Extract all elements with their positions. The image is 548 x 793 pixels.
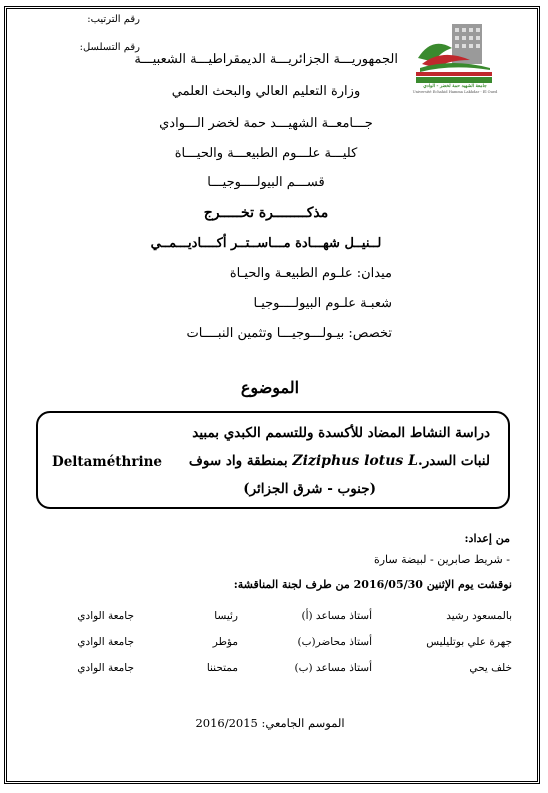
thesis-type: مذكــــــــرة تخـــــرج bbox=[203, 205, 329, 221]
prepared-by-names: - شريط صابرين - لبيضة سارة bbox=[373, 553, 510, 566]
jury-institution-3: جامعة الوادي bbox=[77, 662, 134, 674]
branch-label: شعبـة علـوم البيولــــوجيـا bbox=[253, 296, 392, 311]
jury-role-3: ممتحننا bbox=[206, 662, 238, 674]
ministry-title: وزارة التعليم العالي والبحث العلمي bbox=[171, 84, 361, 99]
prepared-by-label: من إعداد: bbox=[464, 532, 510, 545]
logo-caption-arabic: جامعة الشهيد حمة لخضر - الوادي bbox=[423, 84, 487, 89]
jury-rank-3: أستاذ مساعد (ب) bbox=[294, 662, 372, 674]
logo-caption-french: Université Echahid Hamma Lakhdar - El Oued bbox=[412, 90, 498, 94]
jury-institution-2: جامعة الوادي bbox=[77, 636, 134, 648]
subject-scientific-name: Ziziphus lotus L bbox=[292, 453, 418, 469]
order-number-label: رقم الترتيب: bbox=[87, 14, 140, 25]
university-logo bbox=[412, 18, 496, 84]
subject-line-1: دراسة النشاط المضاد للأكسدة وللتسمم الكبدي بمبيد bbox=[192, 425, 490, 441]
academic-year: الموسم الجامعي: 2016/2015 bbox=[195, 716, 345, 730]
university-logo-icon bbox=[412, 18, 496, 84]
faculty-name: كليـــة علـــوم الطبيعـــة والحيـــاة bbox=[174, 146, 358, 161]
jury-rank-2: أستاذ محاضر(ب) bbox=[297, 636, 372, 648]
subject-box bbox=[36, 411, 510, 509]
defense-date: نوقشت يوم الإثنين 2016/05/30 من طرف لجنة المناقشة: bbox=[233, 578, 512, 591]
jury-institution-1: جامعة الوادي bbox=[77, 610, 134, 622]
field-label: ميدان: علـوم الطبيعـة والحيـاة bbox=[229, 266, 392, 281]
subject-scientific-name-ar: لنبات السدر. bbox=[418, 453, 490, 469]
jury-role-1: رئيسا bbox=[214, 610, 238, 622]
university-name: جـــامعــة الشهيـــد حمة لخضر الـــوادي bbox=[159, 116, 373, 131]
jury-name-1: بالمسعود رشيد bbox=[446, 610, 512, 622]
subject-pesticide-name: Deltaméthrine bbox=[52, 454, 162, 470]
jury-name-3: خلف يحي bbox=[469, 662, 512, 674]
jury-rank-1: أستاذ مساعد (أ) bbox=[301, 610, 372, 622]
jury-role-2: مؤطر bbox=[212, 636, 238, 648]
department-name: قســـم البيولــــوجيـــا bbox=[207, 175, 325, 190]
republic-title: الجمهوريـــة الجزائريـــة الديمقراطيـــة الشعبيـــة bbox=[134, 52, 398, 67]
serial-number-label: رقم التسلسل: bbox=[79, 42, 140, 53]
speciality-label: تخصص: بيـولـــوجيـــا وتثمين النبــــات bbox=[186, 326, 392, 341]
subject-region: بمنطقة واد سوف bbox=[188, 453, 288, 469]
subject-heading: الموضوع bbox=[240, 378, 300, 397]
subject-line-3: (جنوب - شرق الجزائر) bbox=[243, 481, 376, 497]
degree-title: لــنيــل شهـــادة مـــاســتــر أكــــاديـــمــي bbox=[150, 236, 382, 251]
jury-name-2: جهرة علي بوتليليس bbox=[426, 636, 512, 648]
